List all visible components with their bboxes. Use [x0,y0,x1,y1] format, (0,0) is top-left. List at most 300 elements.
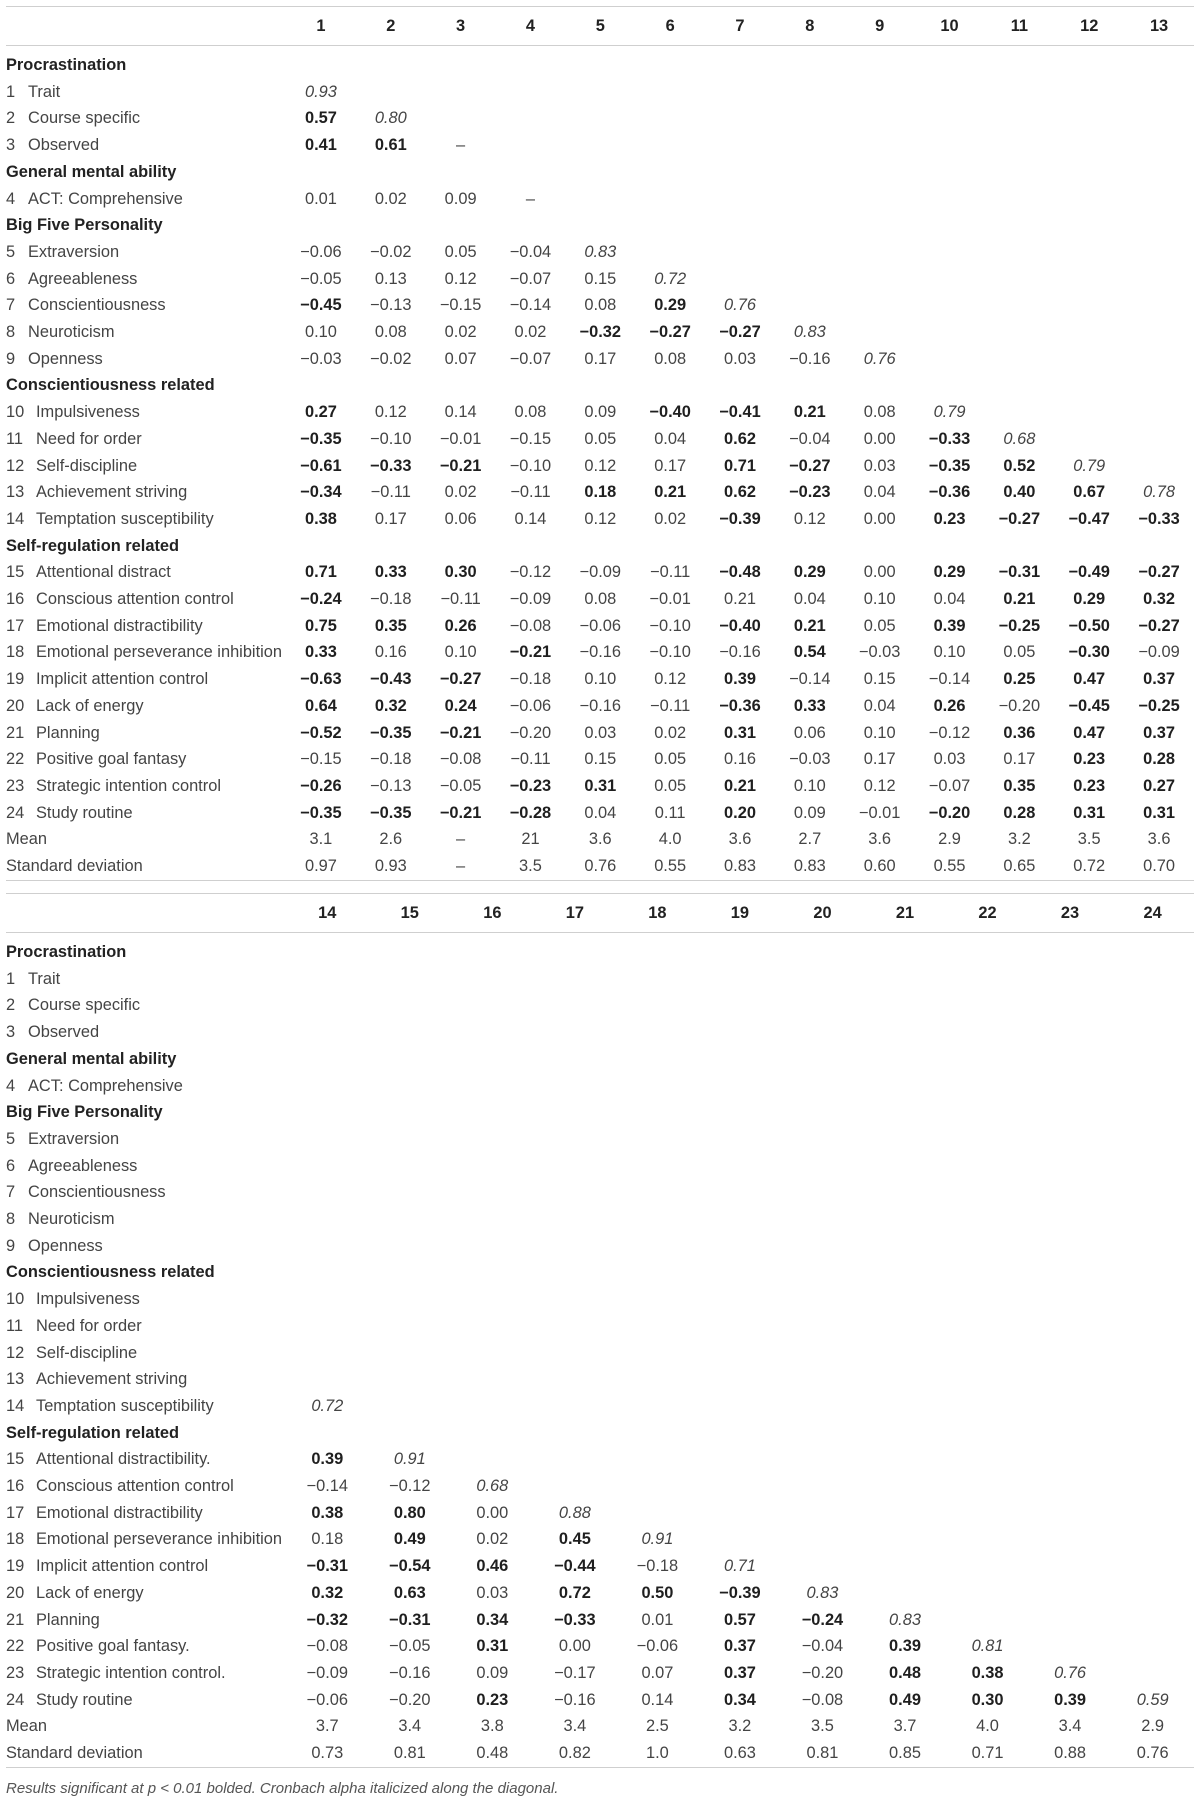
table-cell: 0.38 [304,509,337,528]
table-cell: 0.31 [724,723,756,742]
row-number: 1 [6,969,16,988]
table-cell: 0.83 [889,1610,921,1629]
table-cell [775,292,845,319]
table-cell [496,79,566,106]
row-number: 20 [6,696,25,715]
table-cell [864,1393,947,1420]
table-cell [616,1340,699,1367]
table-cell: 0.02 [514,323,547,342]
table-cell [775,186,845,213]
table-cell: 0.05 [654,750,687,769]
table-cell: 0.88 [558,1503,591,1522]
table-cell: −0.33 [554,1610,596,1629]
row-number: 10 [6,403,25,422]
table-cell: 0.39 [311,1450,344,1469]
table-cell [705,105,775,132]
table-cell [1029,1580,1112,1607]
table-cell: 0.76 [724,296,756,315]
table-cell [1029,1366,1112,1393]
table-cell [369,1073,452,1100]
table-cell: −0.17 [554,1663,596,1682]
table-cell: −0.35 [300,803,342,822]
column-header: 23 [1029,894,1112,933]
table-cell: 0.71 [304,563,337,582]
table-cell [1111,1446,1194,1473]
table-cell [1029,966,1112,993]
table-row [6,105,1194,132]
table-row [6,746,1194,773]
table-cell: 0.91 [641,1530,674,1549]
table-cell: 0.55 [915,853,985,880]
table-cell: 0.01 [641,1610,674,1629]
table-cell: −0.45 [300,296,342,315]
table-cell [1029,1153,1112,1180]
table-cell: 0.02 [654,509,687,528]
table-cell: – [456,830,466,849]
table-cell: 0.02 [444,323,477,342]
table-row [6,426,1194,453]
table-cell: 3.2 [1007,830,1031,849]
table-cell: 0.21 [724,776,756,795]
table-row [6,966,1194,993]
table-cell: 3.4 [563,1717,587,1736]
section-title: Procrastination [6,943,127,961]
table-cell: 2.6 [379,830,403,849]
table-cell [286,1286,369,1313]
table-cell [915,186,985,213]
stats-label: Mean [6,830,48,849]
table-cell: 0.81 [781,1740,864,1767]
table-cell [1111,1179,1194,1206]
table-cell: 0.12 [374,403,407,422]
table-cell [1029,1473,1112,1500]
table-cell: −0.18 [636,1557,679,1576]
table-cell: 0.03 [476,1583,509,1602]
table-cell [369,992,452,1019]
row-number: 4 [6,1076,16,1095]
table-cell: −0.07 [509,349,552,368]
table-cell: 0.21 [654,483,687,502]
table-cell: 0.28 [1143,750,1176,769]
column-header: 8 [775,7,845,46]
column-header: 24 [1111,894,1194,933]
row-label [6,720,286,747]
table-cell [534,1286,617,1313]
row-number: 8 [6,1210,16,1229]
table-cell: 0.00 [476,1503,509,1522]
table-row [6,1446,1194,1473]
table-cell: 0.33 [793,696,826,715]
table-cell: 3.6 [728,830,752,849]
table-cell: 0.37 [1143,670,1176,689]
table-cell [616,992,699,1019]
row-number: 20 [6,1583,25,1602]
table-cell: −0.20 [389,1690,431,1709]
table-cell: 0.93 [356,853,426,880]
table-row [6,1660,1194,1687]
table-cell [781,1366,864,1393]
table-cell: 0.71 [946,1740,1029,1767]
table-cell: 3.5 [1077,830,1101,849]
table-cell: 0.04 [584,803,617,822]
table-cell: −0.06 [509,696,552,715]
table-cell [1029,1446,1112,1473]
table-cell: 0.32 [311,1583,344,1602]
table-cell [286,1019,369,1046]
table-cell [1029,1633,1112,1660]
table-cell: −0.36 [719,696,761,715]
table-cell: −0.14 [509,296,552,315]
table-cell: 0.50 [641,1583,674,1602]
table-cell: −0.18 [509,670,552,689]
table-cell: −0.07 [509,269,552,288]
table-row [6,639,1194,666]
table-cell [864,1526,947,1553]
table-cell [534,1153,617,1180]
column-header: 14 [286,894,369,933]
table-cell: 2.9 [1141,1717,1165,1736]
table-cell [984,292,1054,319]
table-cell [534,1073,617,1100]
table-cell [286,1233,369,1260]
table-cell: −0.32 [306,1610,348,1629]
table-cell: −0.20 [801,1663,844,1682]
table-cell [845,186,915,213]
table-cell [1111,1580,1194,1607]
row-label-text: Neuroticism [28,1210,115,1229]
table-cell [946,1206,1029,1233]
table-cell: −0.25 [998,616,1041,635]
section-header-row [6,1420,1194,1447]
table-cell [616,1233,699,1260]
row-number: 21 [6,723,25,742]
row-number: 14 [6,1396,25,1415]
table-cell [864,1340,947,1367]
table-cell [1111,1340,1194,1367]
row-number: 13 [6,1370,25,1389]
table-cell: 0.08 [584,296,617,315]
table-cell: −0.16 [554,1690,596,1709]
row-label-text: Implicit attention control [36,670,209,689]
table-cell: −0.05 [439,776,482,795]
table-cell [984,346,1054,373]
table-cell [781,1393,864,1420]
column-header: 6 [635,7,705,46]
table-cell: 0.17 [374,509,407,528]
table-cell: −0.01 [858,803,901,822]
table-cell: 0.34 [476,1610,509,1629]
row-number: 1 [6,82,16,101]
table-cell: −0.08 [439,750,482,769]
table-cell [699,1526,782,1553]
table-cell: −0.52 [300,723,342,742]
row-label [6,1179,286,1206]
table-cell: −0.25 [1138,696,1180,715]
table-cell: 0.05 [654,776,687,795]
table-cell [1111,966,1194,993]
row-label-text: Temptation susceptibility [36,1396,214,1415]
table-cell: −0.27 [1138,616,1180,635]
table-cell: 0.08 [374,323,407,342]
table-cell: 0.47 [1073,670,1106,689]
table-row [6,1473,1194,1500]
table-cell: 0.76 [565,853,635,880]
table-cell: −0.21 [439,456,482,475]
table-cell [369,1019,452,1046]
table-cell [781,1126,864,1153]
table-cell: 0.10 [863,723,896,742]
row-label [6,693,286,720]
table-cell [864,1500,947,1527]
table-cell [1029,1340,1112,1367]
table-cell: 0.75 [304,616,337,635]
table-cell: −0.07 [928,776,971,795]
table-cell: 0.68 [476,1477,509,1496]
table-cell [781,1073,864,1100]
table-cell: −0.44 [554,1557,596,1576]
table-cell: 0.68 [1003,429,1036,448]
table-cell: 0.31 [584,776,617,795]
table-cell: 0.08 [863,403,896,422]
table-cell: −0.23 [789,483,831,502]
row-number: 2 [6,996,16,1015]
table-cell [635,239,705,266]
table-cell [1124,426,1194,453]
row-label-text: ACT: Comprehensive [28,189,183,208]
table-cell: 0.39 [889,1637,921,1656]
row-label [6,1580,286,1607]
table-cell: 0.29 [1073,590,1106,609]
row-number: 22 [6,750,25,769]
table-cell [616,1313,699,1340]
table-cell [286,966,369,993]
table-row [6,479,1194,506]
table-cell [946,966,1029,993]
row-label [6,1313,286,1340]
table-cell [705,79,775,106]
row-label-text: Implicit attention control [36,1557,209,1576]
table-cell: 0.49 [889,1690,921,1709]
table-cell: −0.13 [370,296,412,315]
table-cell: 0.72 [558,1583,591,1602]
row-label [6,1553,286,1580]
table-cell: 0.88 [1029,1740,1112,1767]
row-label [6,666,286,693]
table-row [6,346,1194,373]
table-cell [699,1073,782,1100]
table-cell: −0.27 [719,323,761,342]
table-cell: 0.15 [584,269,617,288]
row-number: 16 [6,1477,25,1496]
table-cell: 0.02 [374,189,407,208]
table-cell [864,1473,947,1500]
table-cell [1029,1393,1112,1420]
table-cell: 0.08 [654,349,687,368]
row-label [6,1607,286,1634]
table-cell: 0.76 [1054,1663,1086,1682]
table-cell [369,1179,452,1206]
table-row [6,1340,1194,1367]
row-label-text: Attentional distract [36,563,171,582]
section-header-row [6,1099,1194,1126]
table-cell: 0.33 [304,643,337,662]
row-label-text: Neuroticism [28,323,115,342]
row-number: 3 [6,136,16,155]
table-cell [1029,1500,1112,1527]
row-label [6,479,286,506]
table-cell [369,1233,452,1260]
table-row [6,399,1194,426]
table-cell: 4.0 [658,830,682,849]
table-cell: 3.2 [728,1717,752,1736]
table-cell: 0.12 [863,776,896,795]
row-label [6,1019,286,1046]
table-cell [616,1446,699,1473]
table-cell: 0.23 [1073,750,1106,769]
table-cell: −0.21 [439,723,482,742]
table-row [6,1607,1194,1634]
table-cell [451,1126,534,1153]
header-label-cell [6,894,286,933]
table-cell: −0.27 [649,323,691,342]
row-label-text: Emotional distractibility [36,616,203,635]
table-row [6,1500,1194,1527]
table-cell [705,186,775,213]
table-cell: 0.47 [1073,723,1106,742]
table-cell [946,1580,1029,1607]
column-header: 10 [915,7,985,46]
table-cell: 0.82 [534,1740,617,1767]
table-cell [1054,105,1124,132]
table-cell [699,1393,782,1420]
table-row [6,79,1194,106]
table-cell [946,1446,1029,1473]
table-row [6,292,1194,319]
table-cell [534,1340,617,1367]
table-cell [984,186,1054,213]
table-cell: −0.39 [719,509,761,528]
table-cell: 0.00 [558,1637,591,1656]
table-cell: 3.7 [315,1717,339,1736]
table-cell: −0.43 [370,670,412,689]
table-cell [1111,1286,1194,1313]
row-label [6,346,286,373]
row-label [6,586,286,613]
row-number: 10 [6,1290,25,1309]
table-cell [864,992,947,1019]
table-cell [286,1340,369,1367]
row-label-text: Conscientiousness [28,1183,166,1202]
table-cell [616,1073,699,1100]
table-cell: −0.11 [650,563,691,582]
table-cell: 2.7 [798,830,822,849]
table-cell [946,1126,1029,1153]
row-number: 19 [6,670,25,689]
table-cell: 0.70 [1124,853,1194,880]
table-cell [286,1153,369,1180]
section-title: Procrastination [6,56,127,74]
table-cell [534,1313,617,1340]
table-cell [451,1153,534,1180]
table-cell [635,79,705,106]
row-number: 19 [6,1557,25,1576]
row-label-text: Observed [28,1023,100,1042]
table-cell: 21 [521,830,540,849]
correlation-table-part-1 [6,6,1194,881]
table-cell: −0.30 [1068,643,1110,662]
column-header: 4 [496,7,566,46]
table-cell [1124,266,1194,293]
table-cell [1111,1660,1194,1687]
table-cell [864,1366,947,1393]
table-cell [946,1607,1029,1634]
table-cell: 0.30 [444,563,477,582]
table-cell [286,1179,369,1206]
table-row [6,506,1194,533]
row-label [6,800,286,827]
table-cell: 0.14 [444,403,477,422]
row-number: 6 [6,1156,16,1175]
table-cell [451,1073,534,1100]
table-cell [1111,1206,1194,1233]
row-label [6,1446,286,1473]
table-cell [286,1313,369,1340]
table-cell [946,1179,1029,1206]
table-cell [1029,1286,1112,1313]
table-cell: 0.21 [724,590,756,609]
table-row [6,586,1194,613]
table-cell: 0.62 [724,483,756,502]
table-header [6,894,1194,940]
table-cell [1054,186,1124,213]
table-cell [946,1019,1029,1046]
row-label-text: Emotional perseverance inhibition [36,1530,283,1549]
table-cell: 0.67 [1073,483,1106,502]
table-cell: −0.01 [439,429,482,448]
table-cell [775,239,845,266]
table-cell: 0.05 [863,616,896,635]
table-cell [1054,399,1124,426]
table-cell [845,319,915,346]
table-cell: 0.04 [933,590,966,609]
table-cell [699,1446,782,1473]
row-label-text: Agreeableness [28,269,138,288]
row-number: 17 [6,1503,25,1522]
stats-label: Standard deviation [6,853,286,880]
table-cell: −0.06 [636,1637,679,1656]
table-cell: 0.37 [723,1663,756,1682]
table-cell [451,1206,534,1233]
table-cell: 3.4 [1058,1717,1082,1736]
table-cell: −0.35 [300,429,342,448]
table-cell: 0.12 [654,670,687,689]
table-cell [616,1366,699,1393]
table-cell: 0.00 [863,563,896,582]
row-label-text: ACT: Comprehensive [28,1076,183,1095]
table-cell [781,1446,864,1473]
table-cell: −0.20 [509,723,552,742]
table-cell [565,105,635,132]
table-cell [1111,1073,1194,1100]
row-label-text: Trait [28,82,61,101]
table-cell [915,346,985,373]
section-title: Conscientiousness related [6,1263,215,1282]
table-cell [1054,239,1124,266]
table-cell [699,1340,782,1367]
table-cell [946,1553,1029,1580]
section-header-row [6,212,1194,239]
table-cell: 0.02 [444,483,477,502]
